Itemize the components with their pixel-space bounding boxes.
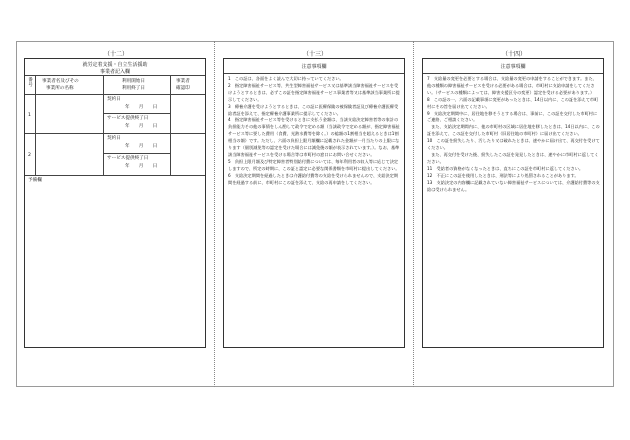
fold-line-right xyxy=(413,41,414,387)
row1-contract-date-fields: 年 月 日 xyxy=(125,105,158,110)
provider-entry-table xyxy=(24,58,206,348)
page-number-14: （十四） xyxy=(501,51,526,58)
row1-service-end-fields: 年 月 日 xyxy=(125,124,158,129)
row2-contract-date-label: 契約日 xyxy=(107,136,121,141)
fold-line-left xyxy=(214,41,215,387)
row2-contract-date-fields: 年 月 日 xyxy=(125,144,158,149)
divider xyxy=(25,94,205,95)
note-2: 2 指定障害福祉サービス等、共生型障害福祉サービス又は基準該当障害福祉サービスを受けようとするときは、必ずこの証を指定障害福祉サービス事業者等又は基準該当事業所に提示してください。 xyxy=(228,82,400,102)
note-9: 9 支給決定期間中に、居住地を移そうとする場合は、事前に、この証を交付した市町村にご連絡、ご相談ください。 xyxy=(427,110,598,123)
notes-box-p13 xyxy=(223,58,405,348)
row1-service-end-label: サービス提供終了日 xyxy=(107,116,149,121)
note-7: 7 支給量の変更を必要とする場合は、支給量の変更の申請をすることができます。また、他の種類の障害福祉サービスを受ける必要がある場合は、市町村に支給申請をしてください。（サービスの種類によっては、障害支援区分の変更）認定を受ける必要があります。） xyxy=(427,76,597,95)
divider xyxy=(170,75,171,176)
note-12: 12 不正にこの証を使用したときは、刑法等により処罰されることがあります。 xyxy=(427,172,579,178)
row2-service-end-fields: 年 月 日 xyxy=(125,164,158,169)
note-3: 3 療養介護を受けようとするときは、この証に医療保険の被保険者証及び療養介護医療受給者証を添えて、指定療養介護事業所に提示してください。 xyxy=(228,103,399,116)
reserve-column-label: 予備欄 xyxy=(28,178,42,183)
note-5: 5 負担上限月額及び特定障害者特別給付費については、毎年利用者の収入等に応じて決定しますので、所定の時期に、この証と認定に必要な関係書類を市町村に提出してください。 xyxy=(228,158,400,171)
frame-left-line xyxy=(16,41,17,387)
page-number-13: （十三） xyxy=(302,51,327,58)
note-8: 8 この証の一、六面の記載事項に変更があったときは、14日以内に、この証を添えて市町村にその旨を届け出てください。 xyxy=(427,96,599,109)
notes-body-p13 xyxy=(228,76,402,187)
row-number-1: 1 xyxy=(28,113,31,118)
note-10-continued: また、再交付を受けた後、紛失したこの証を発見したときは、速やかに市町村に返してください。 xyxy=(427,151,599,164)
note-9-continued: また、支給決定期間内に、他の市町村の区域に居住地を移したときは、14日以内に、この証を添えて、この証を交付した市町村（旧居住地の市町村）に届け出てください。 xyxy=(427,124,600,137)
table-title-line1: 就労定着支援・自立生活援助 xyxy=(82,62,148,68)
row1-contract-date-label: 契約日 xyxy=(107,97,121,102)
frame-bottom-line xyxy=(16,386,614,387)
notes-heading-p13: 注意事項欄 xyxy=(301,64,327,70)
divider xyxy=(25,175,205,176)
note-4: 4 指定障害福祉サービス等を受けるときに支払う金額は、当該支給決定障害者等の家計の負担能力その他の事情をしん酌して政令で定める額（当該政令で定める額が、指定障害福祉サービス等に要した費用（食費、光熱水費等を除く。）の総額の1割相当を超えるときは1割相当の額）です。ただし、六面の負担上限月額欄に記載された金額が一月当たりの上限になります（個別減免等の認定を受けた場合には減免後の額が表示されています。）。なお、基準該当障害福祉サービスを受ける場合等は市町村の窓口にお問い合せください。 xyxy=(228,117,400,157)
note-11: 11 受給者の資格がなくなったときは、直ちにこの証を市町村に返してください。 xyxy=(427,165,584,171)
frame-right-line xyxy=(613,41,614,387)
row-number-2: 2 xyxy=(28,153,31,158)
row2-service-end-label: サービス提供終了日 xyxy=(107,156,149,161)
divider xyxy=(103,75,104,176)
divider xyxy=(103,113,170,114)
divider xyxy=(35,75,36,176)
note-1: 1 この証は、各面をよく読んで大切に持っていてください。 xyxy=(228,76,344,81)
divider xyxy=(423,73,603,74)
column-header-provider-line1: 事業者名及びその xyxy=(42,79,79,84)
column-header-confirm-line2: 確認印 xyxy=(176,86,190,91)
note-6: 6 支給決定期間を経過したときは介護給付費等の支給を受けられませんので、支給決定期間を経過する前に、市町村にこの証を添えて、支給の再申請をしてください。 xyxy=(228,172,399,185)
note-13: 13 支給決定の内容欄に記載されていない障害福祉サービスについては、介護給付費等の支給は受けられません。 xyxy=(427,179,600,192)
notes-heading-p14: 注意事項欄 xyxy=(500,64,526,70)
note-10: 10 この証を紛失したり、汚したり又は破れたときは、速やかに届け出て、再交付を受けてください。 xyxy=(427,138,600,151)
frame-top-line xyxy=(16,41,614,42)
column-header-confirm-line1: 事業者 xyxy=(176,79,190,84)
column-header-provider-line2: 事業所の名称 xyxy=(46,86,74,91)
column-header-usage-line1: 利用開始日 xyxy=(122,79,145,84)
divider xyxy=(224,73,404,74)
notes-body-p14 xyxy=(427,76,601,193)
column-header-number: 番号 xyxy=(28,78,33,88)
divider xyxy=(103,153,170,154)
column-header-usage-line2: 利用終了日 xyxy=(122,86,145,91)
notes-box-p14 xyxy=(422,58,604,348)
divider xyxy=(25,133,205,134)
divider xyxy=(25,75,205,76)
page-number-12: （十二） xyxy=(103,51,128,58)
table-title-line2: 事業者記入欄 xyxy=(99,69,130,75)
